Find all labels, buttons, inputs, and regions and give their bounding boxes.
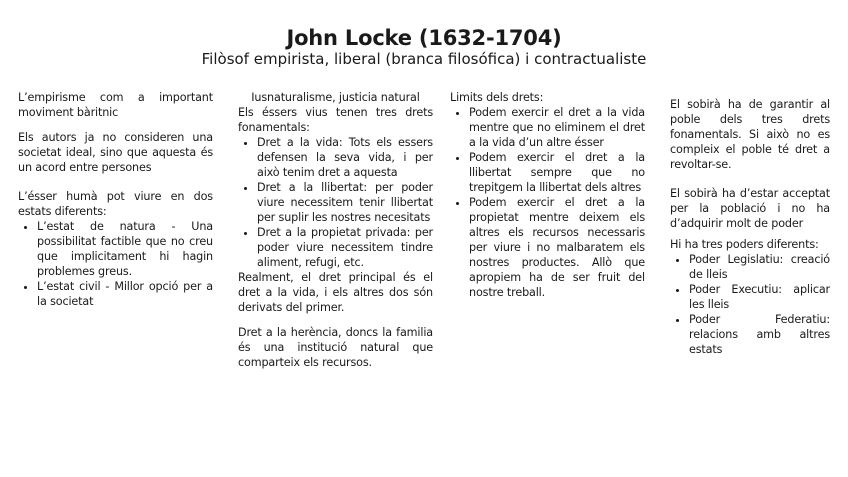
slide-subtitle: Filòsof empirista, liberal (branca filosófica) i contractualiste: [201, 50, 647, 68]
list-item: • Poder Legislatiu: creació de lleis: [689, 252, 830, 282]
list-item: • Poder Executiu: aplicar les lleis: [689, 282, 830, 312]
list-item: • Podem exercir el dret a la propietat mentre deixem els altres els recursos necessaris per viure i no malbaratem els nostres productes. Allò que apropiem ha de ser fruit del nostre treball.: [469, 195, 645, 300]
main-right-paragraph: Realment, el dret principal és el dret a la vida, i els altres dos són derivats del primer.: [238, 271, 433, 314]
column-limits: [450, 90, 645, 300]
column-natural-rights: [238, 90, 433, 370]
sovereign-guarantee-paragraph: El sobirà ha de garantir al poble dels tres drets fonamentals. Si això no es compleix el poble té dret a revoltar-se.: [670, 98, 830, 171]
column-empiricism: [18, 90, 213, 309]
list-item: • Poder Federatiu: relacions amb altres estats: [689, 312, 830, 357]
list-item: • Podem exercir el dret a la vida mentre que no eliminem el dret a la vida d’un altre ésser: [469, 105, 645, 150]
inheritance-paragraph: Dret a la herència, doncs la familia és una institució natural que comparteix els recursos.: [238, 326, 433, 369]
powers-list: [670, 252, 830, 357]
list-item: • Dret a la llibertat: per poder viure necessitem tenir llibertat per suplir les nostres necesitats: [257, 180, 433, 225]
list-item: • Podem exercir el dret a la llibertat sempre que no trepitgem la llibertat dels altres: [469, 150, 645, 195]
list-item: • L’estat civil - Millor opció per a la societat: [37, 279, 213, 309]
slide-title: John Locke (1632-1704): [286, 26, 562, 50]
ideal-society-paragraph: Els autors ja no consideren una societat ideal, sino que aquesta és un acord entre persones: [18, 131, 213, 174]
limits-list: [450, 105, 645, 300]
list-item: • Dret a la propietat privada: per poder viure necessitem tindre aliment, refugi, etc.: [257, 225, 433, 270]
sovereign-acceptance-paragraph: El sobirà ha d’estar acceptat per la població i no ha d’adquirir molt de poder: [670, 187, 830, 230]
powers-intro: Hi ha tres poders diferents:: [670, 238, 819, 251]
empiricism-intro: L’empirisme com a important moviment bàritnic: [18, 91, 213, 119]
list-item: • Dret a la vida: Tots els essers defensen la seva vida, i per això tenim dret a aquesta: [257, 135, 433, 180]
two-states-intro: L’ésser humà pot viure en dos estats diferents:: [18, 190, 213, 218]
natural-law-heading: Iusnaturalisme, justicia natural: [251, 91, 420, 104]
limits-heading: Limits dels drets:: [450, 91, 544, 104]
list-item: • L’estat de natura - Una possibilitat factible que no creu que implicitament hi hagin problemes greus.: [37, 219, 213, 279]
column-sovereign: [670, 97, 830, 357]
rights-list: [238, 135, 433, 270]
states-list: [18, 219, 213, 309]
rights-intro: Els éssers vius tenen tres drets fonamentals:: [238, 106, 433, 134]
